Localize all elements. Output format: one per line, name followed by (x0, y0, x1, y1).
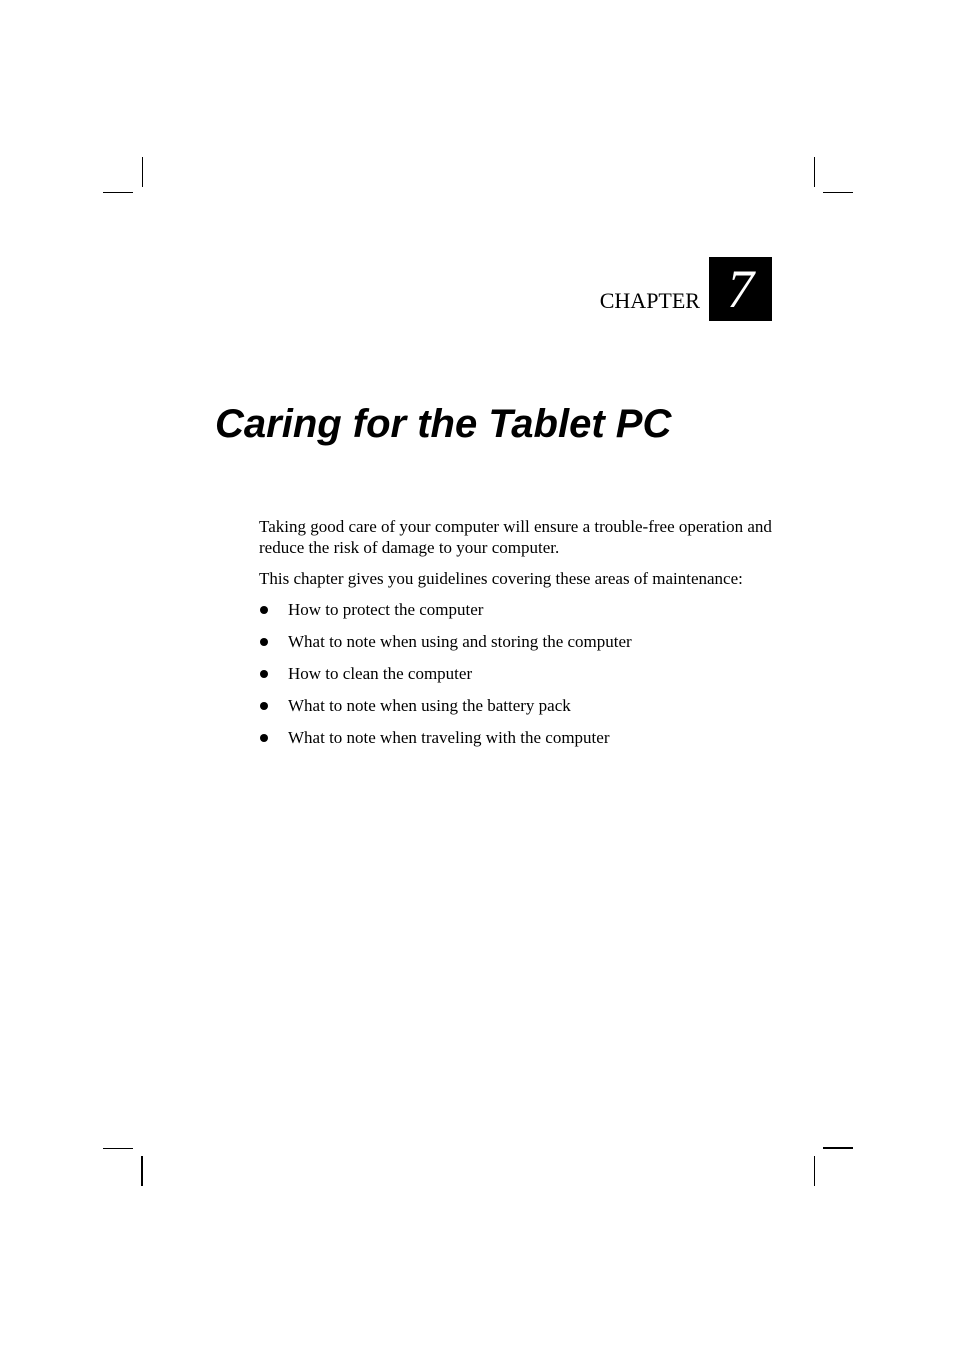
topic-list (259, 599, 779, 759)
chapter-label: CHAPTER (599, 288, 700, 313)
crop-mark-top-right-vertical (814, 157, 815, 187)
list-item-text: How to clean the computer (288, 664, 473, 683)
crop-mark-top-left-vertical (142, 157, 143, 187)
crop-mark-bottom-right-horizontal (823, 1147, 853, 1149)
bullet-icon (260, 670, 268, 678)
list-item-text: How to protect the computer (288, 600, 484, 619)
bullet-icon (260, 734, 268, 742)
chapter-introduction (259, 516, 779, 759)
list-item (259, 663, 779, 695)
crop-mark-bottom-left-horizontal (103, 1148, 133, 1149)
crop-mark-bottom-left-vertical (141, 1156, 143, 1186)
list-item-text: What to note when traveling with the computer (288, 728, 610, 747)
page-title: Caring for the Tablet PC (215, 402, 672, 446)
intro-paragraph: This chapter gives you guidelines covering these areas of maintenance: (259, 569, 743, 588)
bullet-icon (260, 606, 268, 614)
list-item-text: What to note when using and storing the computer (288, 632, 632, 651)
bullet-icon (260, 638, 268, 646)
crop-mark-top-right-horizontal (823, 192, 853, 193)
chapter-number: 7 (727, 259, 754, 319)
bullet-icon (260, 702, 268, 710)
crop-mark-top-left-horizontal (103, 192, 133, 193)
list-item (259, 599, 779, 631)
list-item (259, 631, 779, 663)
intro-paragraph: Taking good care of your computer will ensure a trouble-free operation and reduce the risk of damage to your computer. (259, 517, 772, 557)
list-item-text: What to note when using the battery pack (288, 696, 571, 715)
list-item (259, 695, 779, 727)
crop-mark-bottom-right-vertical (814, 1156, 815, 1186)
chapter-number-box (709, 257, 772, 321)
list-item (259, 727, 779, 759)
